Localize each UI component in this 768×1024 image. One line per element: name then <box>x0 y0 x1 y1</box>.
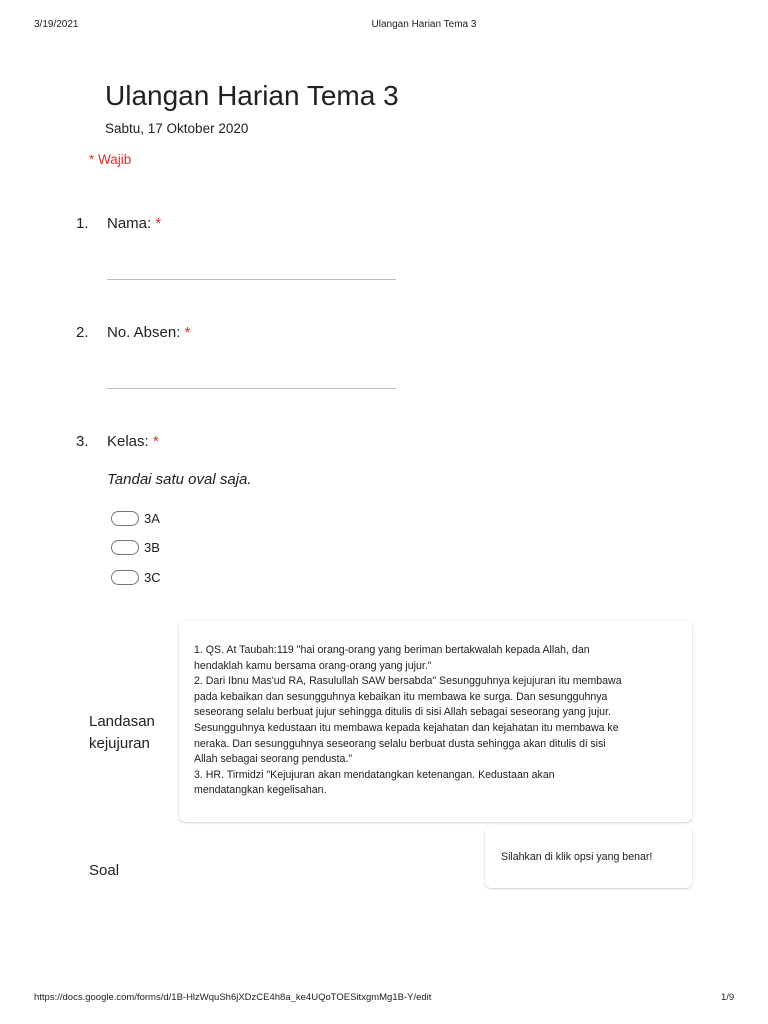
required-note: * Wajib <box>89 152 132 167</box>
question-hint: Tandai satu oval saja. <box>107 471 252 488</box>
question-number: 1. <box>76 215 89 232</box>
question-label-text: No. Absen: <box>107 324 181 341</box>
print-url: https://docs.google.com/forms/d/1B-HlzWquSh6jXDzCE4h8a_ke4UQoTOESitxgmMg1B-Y/edit <box>34 992 432 1003</box>
option-label: 3C <box>144 570 161 585</box>
section-text: 1. QS. At Taubah:119 "hai orang-orang yang beriman bertakwalah kepada Allah, dan hendaklah kamu bersama orang-orang yang jujur." 2. Dari Ibnu Mas'ud RA, Rasulullah SAW bersabda" Sesungguhnya kejujuran itu membawa pada kebaikan dan sesungguhnya kebaikan itu membawa ke surga. Dan sesungguhnya seseorang selalu berbuat jujur sehingga ditulis di sisi Allah sebagai seseorang yang jujur. Sesungguhnya kedustaan itu membawa kepada kejahatan dan kejahatan itu membawa ke neraka. Dan sesungguhnya seseorang selalu berbuat dusta sehingga akan ditulis di sisi Allah sebagai seorang pendusta." 3. HR. Tirmidzi "Kejujuran akan mendatangkan ketenangan. Kedustaan akan mendatangkan kegelisahan. <box>194 644 622 797</box>
option-3b[interactable] <box>111 540 160 555</box>
form-title: Ulangan Harian Tema 3 <box>105 80 399 111</box>
required-asterisk: * <box>155 215 162 232</box>
required-asterisk: * <box>184 324 191 341</box>
section-card-soal <box>485 826 692 888</box>
option-label: 3A <box>144 511 160 526</box>
radio-oval[interactable] <box>111 570 139 585</box>
required-asterisk: * <box>152 433 159 450</box>
form-subtitle: Sabtu, 17 Oktober 2020 <box>105 121 249 136</box>
section-label-soal: Soal <box>89 862 120 879</box>
option-3c[interactable] <box>111 570 161 585</box>
section-label-landasan: Landasan kejujuran <box>89 713 155 752</box>
question-number: 3. <box>76 433 89 450</box>
question-label-text: Kelas: <box>107 433 149 450</box>
option-3a[interactable] <box>111 511 160 526</box>
question-label-text: Nama: <box>107 215 152 232</box>
question-label-kelas <box>107 433 159 450</box>
absen-input-line[interactable] <box>107 388 396 389</box>
radio-oval[interactable] <box>111 540 139 555</box>
section-card-landasan <box>179 620 692 822</box>
question-number: 2. <box>76 324 89 341</box>
radio-oval[interactable] <box>111 511 139 526</box>
print-date: 3/19/2021 <box>34 19 79 30</box>
nama-input-line[interactable] <box>107 279 396 280</box>
option-label: 3B <box>144 540 160 555</box>
print-page-number: 1/9 <box>721 992 735 1003</box>
print-doc-title: Ulangan Harian Tema 3 <box>371 19 477 30</box>
section-text: Silahkan di klik opsi yang benar! <box>501 851 653 863</box>
question-label-nama <box>107 215 161 232</box>
question-label-absen <box>107 324 190 341</box>
